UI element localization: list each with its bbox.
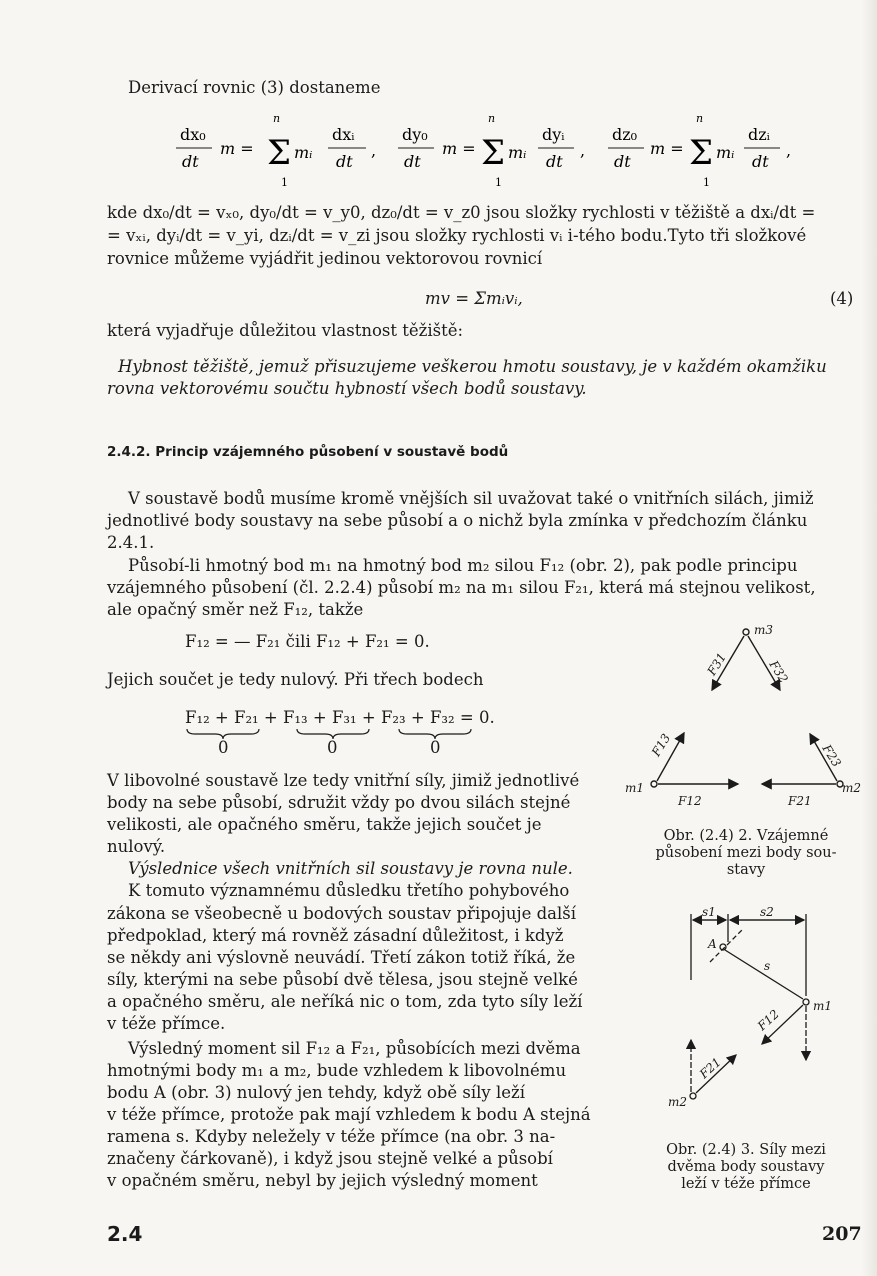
figure-2-caption [636, 828, 856, 879]
derivative-equations [170, 112, 810, 194]
fig3-caption-line-3: leží v téže přímce [681, 1176, 811, 1192]
p6-line-2: zákona se všeobecně u bodových soustav připojuje další [107, 904, 577, 923]
p6-line-5: síly, kterými na sebe působí dvě tělesa, jsou stejně velké [107, 970, 578, 989]
fig3-m2: m2 [668, 1095, 688, 1109]
eq3-denominator: dt [614, 152, 631, 171]
eq1-comma: , [371, 141, 377, 160]
eq1-numerator: dx₀ [180, 125, 206, 144]
footer-chapter: 2.4 [107, 1222, 143, 1246]
fig2-F32: F32 [766, 658, 791, 686]
zero-1: 0 [218, 738, 229, 757]
p2-line-2: vzájemného působení (čl. 2.2.4) působí m₂ na m₁ silou F₂₁, která má stejnou velikost, [107, 578, 816, 597]
fig2-m1: m1 [625, 781, 645, 795]
p6-line-1: K tomuto významnému důsledku třetího pohybového [128, 881, 570, 900]
fig2-F13: F13 [648, 731, 674, 759]
eq3-numerator: dz₀ [612, 125, 638, 144]
eq3-rnum: dzᵢ [748, 125, 770, 144]
p4-line-1: V libovolné soustavě lze tedy vnitřní síly, jimiž jednotlivé [107, 771, 580, 790]
eq3-sum-top: n [696, 112, 704, 125]
eq2-rnum: dyᵢ [542, 125, 565, 144]
theorem-line-2: rovna vektorovému součtu hybností všech bodů soustavy. [107, 379, 587, 398]
p2-line-3: ale opačný směr než F₁₂, takže [107, 600, 364, 619]
figure-3-diagram [660, 900, 860, 1120]
text-kde-2: = vₓᵢ, dyᵢ/dt = v_yi, dzᵢ/dt = v_zi jsou složky rychlosti vᵢ i-tého bodu.Tyto tři složkové [107, 226, 807, 245]
fig3-m1: m1 [813, 999, 833, 1013]
equation-4: mv = Σmᵢvᵢ, [425, 289, 523, 308]
eq3-mid: m = [650, 139, 684, 158]
eq1-sum-bottom: 1 [281, 176, 288, 189]
p4-line-3: velikosti, ale opačného směru, takže jejich součet je [107, 815, 542, 834]
text-kde-1: kde dx₀/dt = vₓ₀, dy₀/dt = v_y0, dz₀/dt = v_z0 jsou složky rychlosti v těžiště a dxᵢ/dt = [107, 203, 816, 222]
p6-line-3: předpoklad, který má rovněž zásadní důležitost, i když [107, 926, 564, 945]
p1-line-2: jednotlivé body soustavy na sebe působí a o nichž byla zmínka v předchozím článku [107, 511, 808, 530]
eq2-rden: dt [546, 152, 563, 171]
p1-line-3: 2.4.1. [107, 533, 155, 552]
figure-3-caption [636, 1142, 856, 1193]
p7-line-4: v téže přímce, protože pak mají vzhledem k bodu A stejná [107, 1105, 591, 1124]
eq3-sum-bottom: 1 [703, 176, 710, 189]
eq3-mi: mᵢ [716, 143, 735, 162]
figure-2-diagram [620, 612, 865, 822]
p7-line-7: v opačném směru, nebyl by jejich výsledný moment [107, 1171, 538, 1190]
p7-line-3: bodu A (obr. 3) nulový jen tehdy, když obě síly leží [107, 1083, 526, 1102]
equation-4-number: (4) [830, 289, 854, 308]
eq2-sum-bottom: 1 [495, 176, 502, 189]
fig3-s2: s2 [760, 905, 774, 919]
p1-line-1: V soustavě bodů musíme kromě vnějších sil uvažovat také o vnitřních silách, jimiž [128, 489, 814, 508]
p7-line-5: ramena s. Kdyby neležely v téže přímce (na obr. 3 na- [107, 1127, 556, 1146]
p4-line-2: body na sebe působí, sdružit vždy po dvou silách stejné [107, 793, 571, 812]
fig2-F21: F21 [788, 794, 812, 808]
p5-statement: Výslednice všech vnitřních sil soustavy je rovna nule. [128, 859, 573, 878]
p2-line-1: Působí-li hmotný bod m₁ na hmotný bod m₂ silou F₁₂ (obr. 2), pak podle principu [128, 556, 798, 575]
eq2-numerator: dy₀ [402, 125, 428, 144]
eq1-denominator: dt [182, 152, 199, 171]
fig2-F23: F23 [819, 742, 844, 770]
eq2-mi: mᵢ [508, 143, 527, 162]
fig2-m3: m3 [754, 623, 774, 637]
eq2-mid: m = [442, 139, 476, 158]
fig3-F21: F21 [696, 1055, 724, 1082]
fig3-caption-line-1: Obr. (2.4) 3. Síly mezi [666, 1142, 826, 1158]
page-number: 207 [822, 1223, 862, 1245]
eq3-rden: dt [752, 152, 769, 171]
fig3-caption-line-2: dvěma body soustavy [667, 1159, 825, 1175]
fig2-F12: F12 [678, 794, 702, 808]
p4-line-4: nulový. [107, 837, 166, 856]
eq1-sigma: Σ [267, 133, 292, 173]
p3-line: Jejich součet je tedy nulový. Při třech bodech [107, 670, 484, 689]
p7-line-1: Výsledný moment sil F₁₂ a F₂₁, působících mezi dvěma [128, 1039, 581, 1058]
eq1-rden: dt [336, 152, 353, 171]
fig2-caption-line-2: působení mezi body sou- [655, 845, 837, 861]
text-kde-3: rovnice můžeme vyjádřit jedinou vektorovou rovnicí [107, 249, 543, 268]
eq3-comma: , [786, 141, 792, 160]
eq1-rnum: dxᵢ [332, 125, 355, 144]
eq3-sigma: Σ [689, 133, 714, 173]
fig2-F31: F31 [704, 650, 729, 678]
intro-line: Derivací rovnic (3) dostaneme [128, 78, 381, 97]
text-ktera: která vyjadřuje důležitou vlastnost těžiště: [107, 321, 464, 340]
eq1-mi: mᵢ [294, 143, 313, 162]
equation-sum: F₁₂ + F₂₁ + F₁₃ + F₃₁ + F₂₃ + F₃₂ = 0. [185, 708, 495, 727]
eq1-sum-top: n [273, 112, 281, 125]
p7-line-6: značeny čárkovaně), i když jsou stejně velké a působí [107, 1149, 553, 1168]
zero-3: 0 [430, 738, 441, 757]
eq2-sigma: Σ [481, 133, 506, 173]
fig2-caption-line-3: stavy [726, 862, 766, 878]
eq1-mid: m = [220, 139, 254, 158]
fig2-caption-line-1: Obr. (2.4) 2. Vzájemné [663, 828, 829, 844]
p7-line-2: hmotnými body m₁ a m₂, bude vzhledem k libovolnému [107, 1061, 567, 1080]
eq2-denominator: dt [404, 152, 421, 171]
p6-line-6: a opačného směru, ale neříká nic o tom, zda tyto síly leží [107, 992, 583, 1011]
equation-f: F₁₂ = — F₂₁ čili F₁₂ + F₂₁ = 0. [185, 632, 430, 651]
fig3-s: s [764, 959, 771, 973]
eq2-comma: , [580, 141, 586, 160]
p6-line-4: se někdy ani výslovně neuvádí. Třetí zákon totiž říká, že [107, 948, 576, 967]
fig3-s1: s1 [702, 905, 716, 919]
fig3-A: A [708, 937, 717, 951]
fig3-F12: F12 [754, 1007, 782, 1034]
section-heading: 2.4.2. Princip vzájemného působení v soustavě bodů [107, 444, 509, 460]
fig2-m2: m2 [842, 781, 862, 795]
p6-line-7: v téže přímce. [107, 1014, 226, 1033]
theorem-line-1: Hybnost těžiště, jemuž přisuzujeme veškerou hmotu soustavy, je v každém okamžiku [118, 357, 827, 376]
eq2-sum-top: n [488, 112, 496, 125]
zero-2: 0 [327, 738, 338, 757]
